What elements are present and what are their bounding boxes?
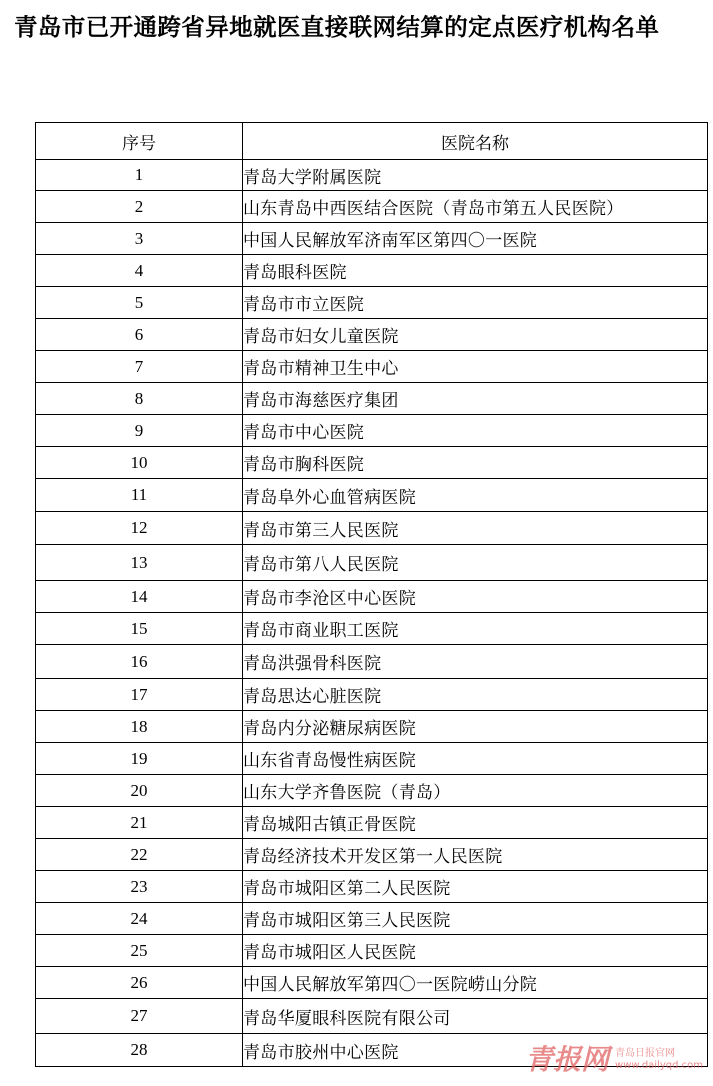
serial-number-cell: 2 — [36, 191, 243, 223]
serial-number-cell: 9 — [36, 415, 243, 447]
table-row — [36, 775, 708, 807]
hospital-name-cell: 青岛经济技术开发区第一人民医院 — [243, 839, 708, 871]
serial-number-cell: 8 — [36, 383, 243, 415]
serial-number-cell: 17 — [36, 679, 243, 711]
hospital-name-cell: 山东青岛中西医结合医院（青岛市第五人民医院） — [243, 191, 708, 223]
serial-number-cell: 16 — [36, 645, 243, 679]
table-row — [36, 1034, 708, 1067]
table-row — [36, 512, 708, 545]
table-row — [36, 645, 708, 679]
table-body — [36, 160, 708, 1067]
table-row — [36, 545, 708, 581]
hospital-name-cell: 青岛市胶州中心医院 — [243, 1034, 708, 1067]
table-row — [36, 383, 708, 415]
table-row — [36, 223, 708, 255]
serial-number-cell: 6 — [36, 319, 243, 351]
serial-number-cell: 23 — [36, 871, 243, 903]
table-row — [36, 160, 708, 191]
table-row — [36, 415, 708, 447]
hospital-name-cell: 中国人民解放军第四〇一医院崂山分院 — [243, 967, 708, 999]
table-row — [36, 999, 708, 1034]
table-row — [36, 581, 708, 613]
table-row — [36, 191, 708, 223]
hospital-name-cell: 青岛市商业职工医院 — [243, 613, 708, 645]
hospital-table — [35, 122, 708, 1067]
serial-number-cell: 4 — [36, 255, 243, 287]
hospital-name-cell: 青岛思达心脏医院 — [243, 679, 708, 711]
table-row — [36, 743, 708, 775]
serial-number-cell: 11 — [36, 479, 243, 512]
serial-number-cell: 22 — [36, 839, 243, 871]
hospital-name-cell: 青岛市第八人民医院 — [243, 545, 708, 581]
serial-number-cell: 24 — [36, 903, 243, 935]
serial-number-cell: 27 — [36, 999, 243, 1034]
table-row — [36, 871, 708, 903]
hospital-name-cell: 青岛市精神卫生中心 — [243, 351, 708, 383]
hospital-name-cell: 青岛市中心医院 — [243, 415, 708, 447]
table-row — [36, 679, 708, 711]
hospital-name-cell: 青岛市第三人民医院 — [243, 512, 708, 545]
table-row — [36, 351, 708, 383]
hospital-name-cell: 青岛市海慈医疗集团 — [243, 383, 708, 415]
hospital-name-cell: 青岛市城阳区人民医院 — [243, 935, 708, 967]
hospital-name-cell: 青岛市胸科医院 — [243, 447, 708, 479]
serial-number-cell: 7 — [36, 351, 243, 383]
serial-number-cell: 3 — [36, 223, 243, 255]
serial-number-cell: 18 — [36, 711, 243, 743]
serial-number-cell: 10 — [36, 447, 243, 479]
hospital-name-cell: 青岛市城阳区第三人民医院 — [243, 903, 708, 935]
hospital-name-cell: 青岛市市立医院 — [243, 287, 708, 319]
hospital-name-cell: 山东大学齐鲁医院（青岛） — [243, 775, 708, 807]
table-header-row — [36, 123, 708, 160]
hospital-name-cell: 青岛城阳古镇正骨医院 — [243, 807, 708, 839]
table-row — [36, 287, 708, 319]
table-row — [36, 839, 708, 871]
table-row — [36, 479, 708, 512]
serial-number-cell: 28 — [36, 1034, 243, 1067]
page-title: 青岛市已开通跨省异地就医直接联网结算的定点医疗机构名单 — [14, 13, 660, 41]
table-row — [36, 319, 708, 351]
serial-number-cell: 21 — [36, 807, 243, 839]
watermark-url: www.dailyqd.com — [615, 1060, 703, 1071]
table-row — [36, 935, 708, 967]
hospital-name-cell: 青岛阜外心血管病医院 — [243, 479, 708, 512]
hospital-name-cell: 青岛市城阳区第二人民医院 — [243, 871, 708, 903]
serial-number-cell: 26 — [36, 967, 243, 999]
watermark-sub-text: 青岛日报官网 — [615, 1048, 676, 1059]
hospital-name-cell: 中国人民解放军济南军区第四〇一医院 — [243, 223, 708, 255]
hospital-name-cell: 青岛眼科医院 — [243, 255, 708, 287]
hospital-name-cell: 青岛华厦眼科医院有限公司 — [243, 999, 708, 1034]
hospital-name-cell: 青岛内分泌糖尿病医院 — [243, 711, 708, 743]
serial-number-cell: 19 — [36, 743, 243, 775]
hospital-name-cell: 山东省青岛慢性病医院 — [243, 743, 708, 775]
table-row — [36, 447, 708, 479]
table-row — [36, 967, 708, 999]
serial-number-cell: 12 — [36, 512, 243, 545]
header-serial-number: 序号 — [36, 123, 243, 160]
serial-number-cell: 20 — [36, 775, 243, 807]
header-hospital-name: 医院名称 — [243, 123, 708, 160]
table-row — [36, 903, 708, 935]
serial-number-cell: 25 — [36, 935, 243, 967]
serial-number-cell: 14 — [36, 581, 243, 613]
hospital-name-cell: 青岛大学附属医院 — [243, 160, 708, 191]
hospital-name-cell: 青岛市妇女儿童医院 — [243, 319, 708, 351]
serial-number-cell: 15 — [36, 613, 243, 645]
table-row — [36, 807, 708, 839]
hospital-name-cell: 青岛市李沧区中心医院 — [243, 581, 708, 613]
table-row — [36, 711, 708, 743]
serial-number-cell: 1 — [36, 160, 243, 191]
serial-number-cell: 5 — [36, 287, 243, 319]
table-row — [36, 255, 708, 287]
table-row — [36, 613, 708, 645]
hospital-name-cell: 青岛洪强骨科医院 — [243, 645, 708, 679]
watermark-main-text: 青报网 — [525, 1043, 610, 1076]
serial-number-cell: 13 — [36, 545, 243, 581]
